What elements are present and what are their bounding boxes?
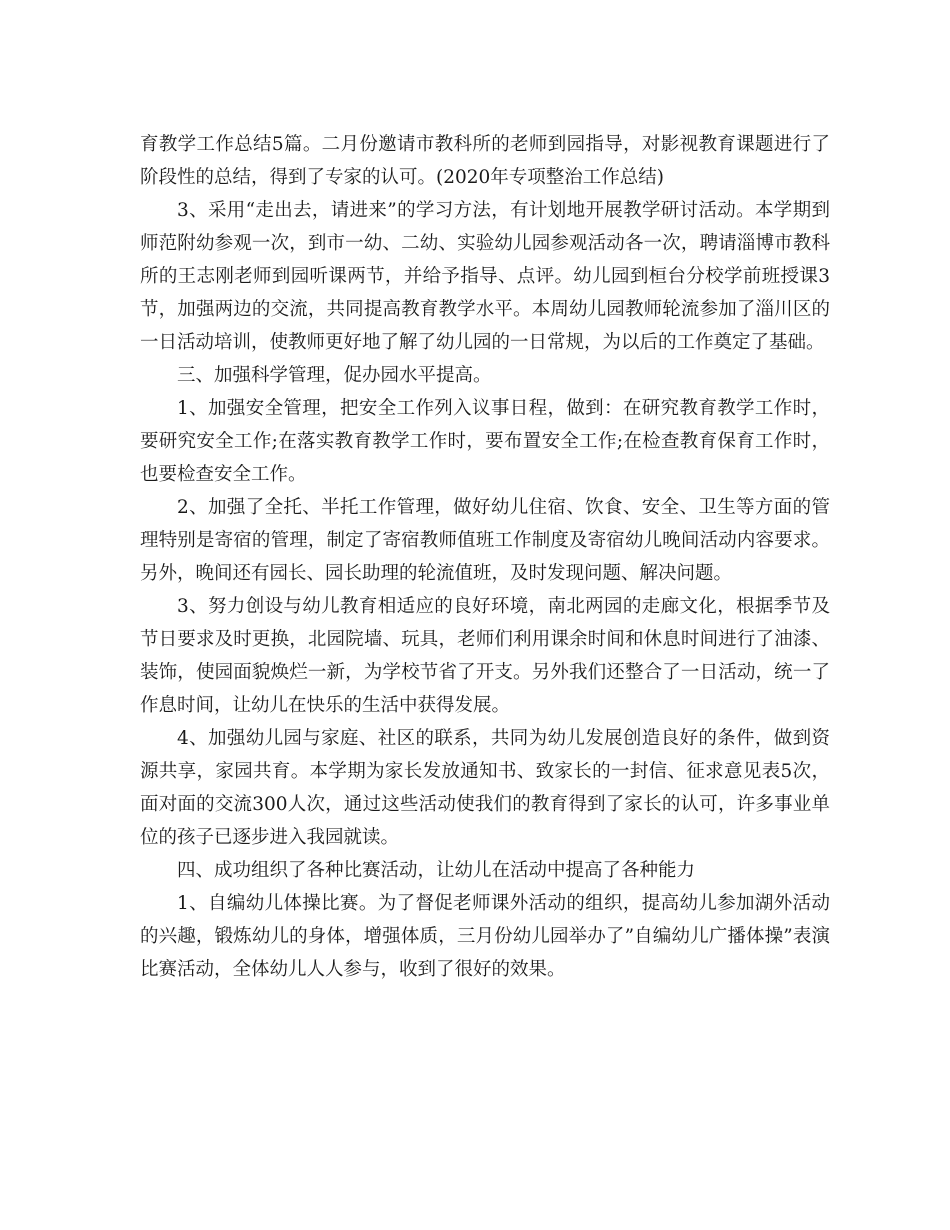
paragraph-continuation: 育教学工作总结5篇。二月份邀请市教科所的老师到园指导，对影视教育课题进行了阶段性的总结，得到了专家的认可。(2020年专项整治工作总结)	[140, 134, 830, 188]
document-body	[140, 128, 830, 986]
section-heading-management: 三、加强科学管理，促办园水平提高。	[177, 365, 492, 386]
paragraph-study-methods: 3、采用“走出去，请进来”的学习方法，有计划地开展教学研讨活动。本学期到师范附幼参观一次，到市一幼、二幼、实验幼儿园参观活动各一次，聘请淄博市教科所的王志刚老师到园听课两节，并给予指导、点评。幼儿园到桓台分校学前班授课3节，加强两边的交流，共同提高教育教学水平。本周幼儿园教师轮流参加了淄川区的一日活动培训，使教师更好地了解了幼儿园的一日常规，为以后的工作奠定了基础。	[140, 200, 830, 353]
paragraph-boarding-management: 2、加强了全托、半托工作管理，做好幼儿住宿、饮食、安全、卫生等方面的管理特别是寄宿的管理，制定了寄宿教师值班工作制度及寄宿幼儿晚间活动内容要求。另外，晚间还有园长、园长助理的轮流值班，及时发现问题、解决问题。	[140, 497, 830, 584]
paragraph-exercise-competition: 1、自编幼儿体操比赛。为了督促老师课外活动的组织，提高幼儿参加湖外活动的兴趣，锻炼幼儿的身体，增强体质，三月份幼儿园举办了”自编幼儿广播体操”表演比赛活动，全体幼儿人人参与，收到了很好的效果。	[140, 893, 830, 980]
paragraph-environment: 3、努力创设与幼儿教育相适应的良好环境，南北两园的走廊文化，根据季节及节日要求及时更换，北园院墙、玩具，老师们利用课余时间和休息时间进行了油漆、装饰，使园面貌焕烂一新，为学校节省了开支。另外我们还整合了一日活动，统一了作息时间，让幼儿在快乐的生活中获得发展。	[140, 596, 830, 716]
section-heading-competitions: 四、成功组织了各种比赛活动，让幼儿在活动中提高了各种能力	[177, 860, 696, 881]
paragraph-family-community: 4、加强幼儿园与家庭、社区的联系，共同为幼儿发展创造良好的条件，做到资源共享，家园共育。本学期为家长发放通知书、致家长的一封信、征求意见表5次，面对面的交流300人次，通过这些活动使我们的教育得到了家长的认可，许多事业单位的孩子已逐步进入我园就读。	[140, 728, 830, 848]
paragraph-safety-management: 1、加强安全管理，把安全工作列入议事日程，做到：在研究教育教学工作时，要研究安全工作;在落实教育教学工作时，要布置安全工作;在检查教育保育工作时，也要检查安全工作。	[140, 398, 830, 485]
